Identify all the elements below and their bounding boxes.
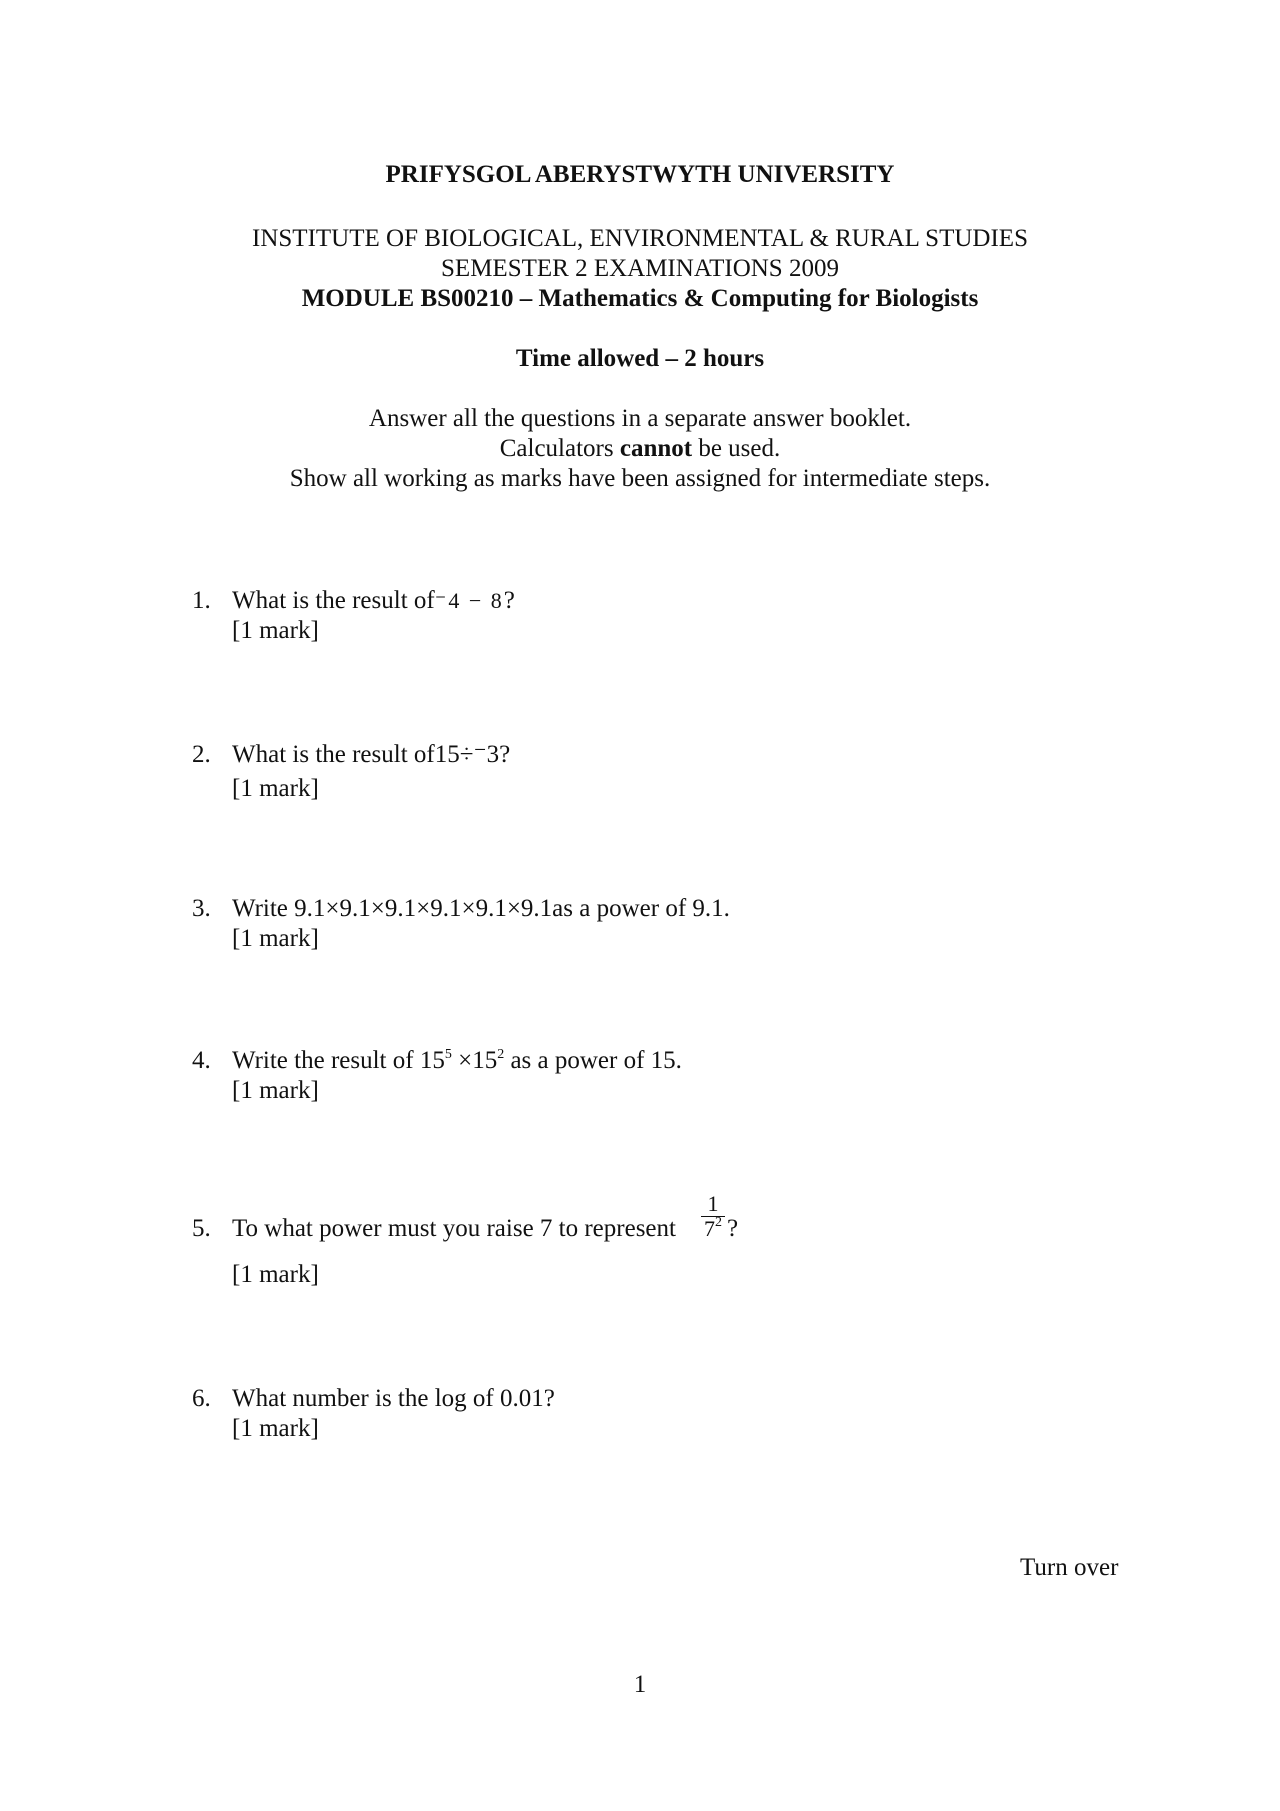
power-base-2: 15 bbox=[472, 1047, 498, 1074]
question-text-before: What is the result of bbox=[232, 741, 435, 768]
question-number: 2. bbox=[192, 741, 211, 768]
question-number: 4. bbox=[192, 1047, 211, 1074]
question-text bbox=[232, 586, 515, 616]
question-text bbox=[232, 894, 730, 924]
power-exponent-2: 2 bbox=[497, 1047, 505, 1062]
university-title: PRIFYSGOL ABERYSTWYTH UNIVERSITY bbox=[385, 161, 895, 188]
fraction-denominator-base: 7 bbox=[704, 1216, 715, 1241]
question-text-after: as a power of 15. bbox=[504, 1047, 682, 1074]
question-text-after: as a power of 9.1. bbox=[552, 895, 730, 922]
question-number: 5. bbox=[192, 1215, 211, 1242]
multiply-operator: × bbox=[451, 1047, 473, 1074]
institute-name: INSTITUTE OF BIOLOGICAL, ENVIRONMENTAL & RURAL STUDIES bbox=[252, 225, 1028, 252]
question-number: 3. bbox=[192, 895, 211, 922]
fraction-numerator: 1 bbox=[701, 1192, 725, 1217]
question-text-after: ? bbox=[727, 1215, 739, 1242]
question-text: What number is the log of 0.01? bbox=[232, 1385, 555, 1412]
instruction-calculators-bold: cannot bbox=[619, 435, 693, 462]
time-allowed: Time allowed – 2 hours bbox=[515, 345, 765, 372]
power-base-1: 15 bbox=[419, 1047, 445, 1074]
question-text-after: ? bbox=[503, 587, 515, 614]
question-text-before: To what power must you raise 7 to represent bbox=[232, 1215, 676, 1242]
instruction-calculators-before: Calculators bbox=[499, 435, 620, 462]
power-exponent-1: 5 bbox=[444, 1047, 452, 1062]
question-text-after: ? bbox=[499, 741, 511, 768]
question-text bbox=[232, 740, 510, 770]
mark-label: [1 mark] bbox=[232, 1077, 319, 1104]
semester-line: SEMESTER 2 EXAMINATIONS 2009 bbox=[441, 255, 839, 282]
fraction-denominator-exponent: 2 bbox=[715, 1215, 722, 1230]
question-number: 1. bbox=[192, 587, 211, 614]
question-expression: ⁻4 − 8 bbox=[434, 588, 504, 613]
question-text-before: Write the result of bbox=[232, 1047, 420, 1074]
module-title: MODULE BS00210 – Mathematics & Computing for Biologists bbox=[301, 285, 979, 312]
mark-label: [1 mark] bbox=[232, 1415, 319, 1442]
question-text bbox=[232, 1046, 682, 1076]
mark-label: [1 mark] bbox=[232, 617, 319, 644]
question-number: 6. bbox=[192, 1385, 211, 1412]
instruction-answer-all: Answer all the questions in a separate answer booklet. bbox=[368, 405, 912, 432]
instruction-show-working: Show all working as marks have been assigned for intermediate steps. bbox=[289, 465, 991, 492]
question-expression: 9.1×9.1×9.1×9.1×9.1×9.1 bbox=[294, 895, 553, 922]
instruction-calculators-after: be used. bbox=[692, 435, 781, 462]
instruction-calculators bbox=[0, 434, 1280, 464]
question-text bbox=[232, 1214, 676, 1244]
fraction bbox=[701, 1192, 725, 1241]
page-number: 1 bbox=[633, 1671, 647, 1698]
mark-label: [1 mark] bbox=[232, 925, 319, 952]
mark-label: [1 mark] bbox=[232, 775, 319, 802]
fraction-denominator bbox=[701, 1217, 725, 1241]
turn-over-label: Turn over bbox=[1020, 1554, 1119, 1581]
question-expression: 15÷⁻3 bbox=[434, 741, 500, 768]
question-text-before: What is the result of bbox=[232, 587, 435, 614]
question-text-before: Write bbox=[232, 895, 295, 922]
mark-label: [1 mark] bbox=[232, 1261, 319, 1288]
